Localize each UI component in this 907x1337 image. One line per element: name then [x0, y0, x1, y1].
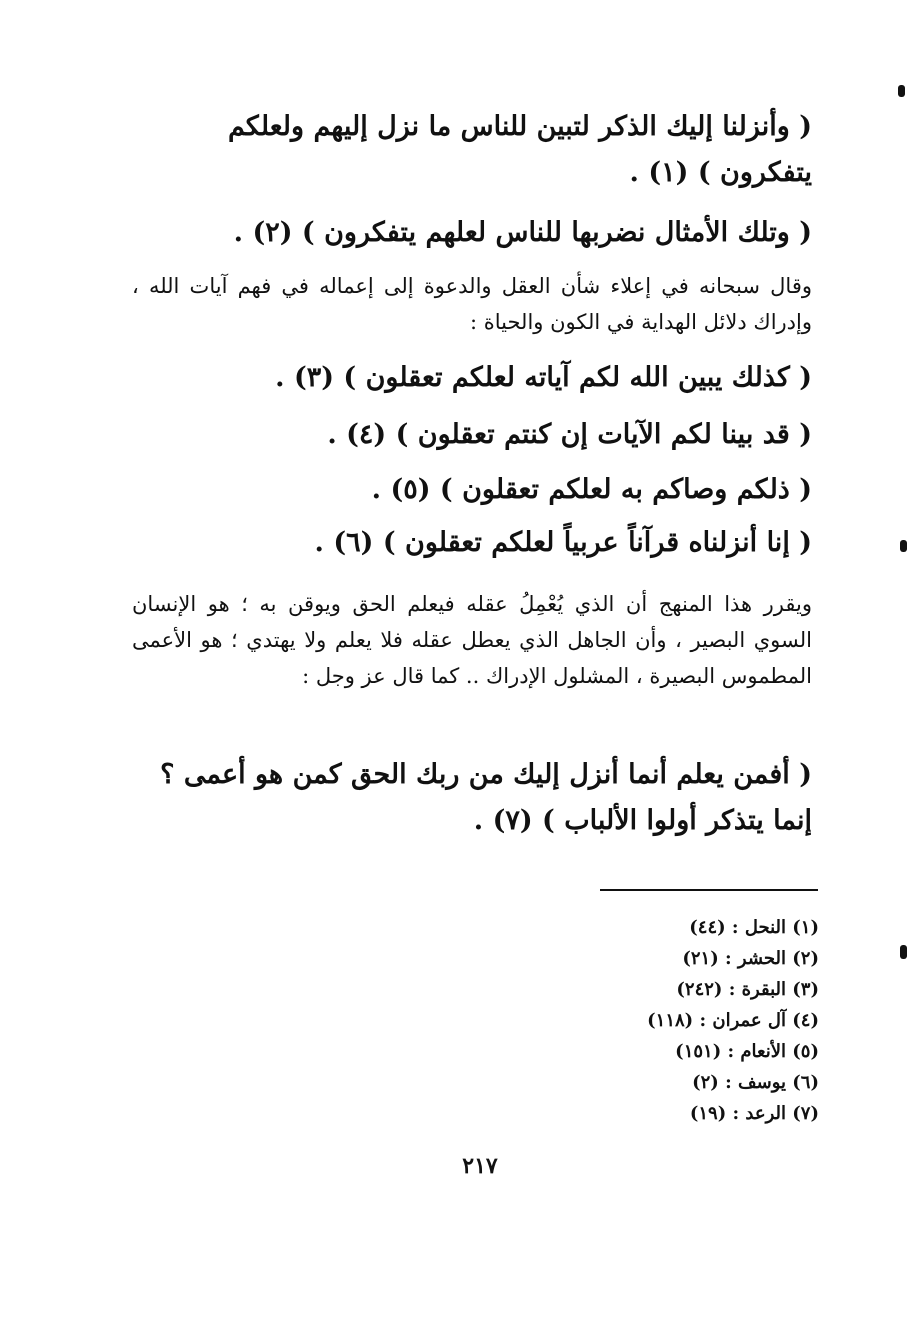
quran-verse-1: ( وأنزلنا إليك الذكر لتبين للناس ما نزل إليهم ولعلكم يتفكرون ) (١) . [227, 111, 812, 188]
footnote-3: (٣) البقرة : (٢٤٢) [676, 979, 819, 1000]
page-number: ٢١٧ [462, 1153, 498, 1179]
footnote-6: (٦) يوسف : (٢) [692, 1072, 819, 1093]
footnote-separator [600, 889, 818, 891]
quran-verse-7: ( أفمن يعلم أنما أنزل إليك من ربك الحق كمن هو أعمى ؟ إنما يتذكر أولوا الألباب ) (٧) . [160, 759, 812, 836]
scan-edge-mark [900, 945, 907, 959]
quran-verse-6: ( إنا أنزلناه قرآناً عربياً لعلكم تعقلون ) (٦) . [314, 527, 812, 558]
quran-verse-4: ( قد بينا لكم الآيات إن كنتم تعقلون ) (٤) . [327, 419, 812, 450]
footnote-7: (٧) الرعد : (١٩) [689, 1103, 819, 1124]
paragraph-intro: وقال سبحانه في إعلاء شأن العقل والدعوة إلى إعماله في فهم آيات الله ، وإدراك دلائل الهداية في الكون والحياة : [132, 274, 812, 334]
footnotes-list [499, 912, 819, 1129]
footnote-5: (٥) الأنعام : (١٥١) [675, 1041, 819, 1062]
footnote-4: (٤) آل عمران : (١١٨) [647, 1010, 819, 1031]
quran-verse-3: ( كذلك يبين الله لكم آياته لعلكم تعقلون ) (٣) . [275, 362, 812, 393]
quran-verse-2: ( وتلك الأمثال نضربها للناس لعلهم يتفكرون ) (٢) . [233, 217, 812, 248]
footnote-2: (٢) الحشر : (٢١) [682, 948, 819, 969]
quran-verse-5: ( ذلكم وصاكم به لعلكم تعقلون ) (٥) . [371, 474, 812, 505]
scan-edge-mark [898, 85, 905, 97]
paragraph-method: ويقرر هذا المنهج أن الذي يُعْمِلُ عقله فيعلم الحق ويوقن به ؛ هو الإنسان السوي البصير ، وأن الجاهل الذي يعطل عقله فلا يعلم ولا يهتدي ؛ هو الأعمى المطموس البصيرة ، المشلول الإدراك .. كما قال عز وجل : [132, 592, 812, 688]
scan-edge-mark [900, 540, 907, 552]
footnote-1: (١) النحل : (٤٤) [689, 917, 819, 938]
